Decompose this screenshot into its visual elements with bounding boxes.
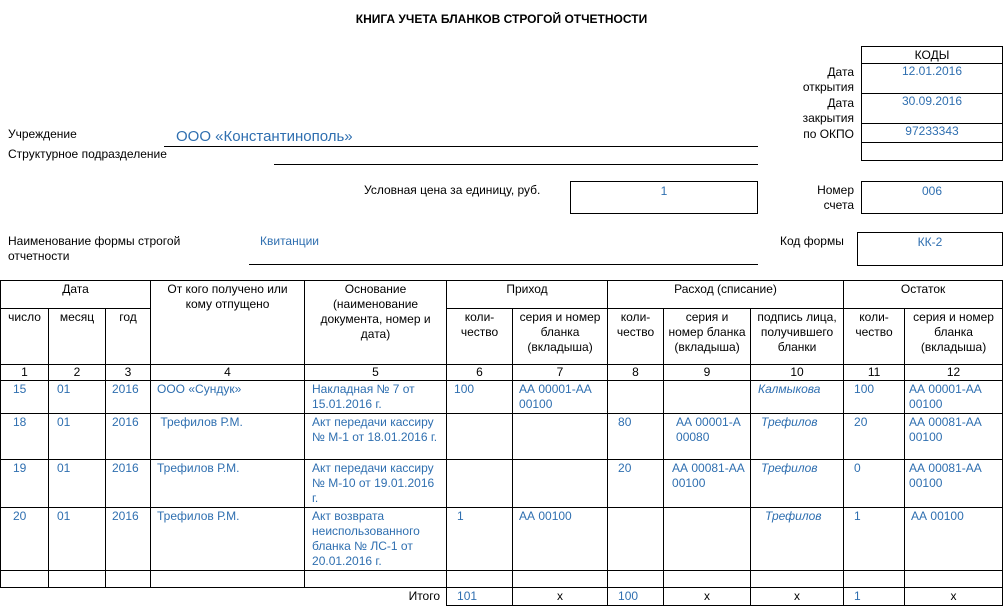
cell-bal-series: АА 00100	[905, 508, 1003, 571]
codes-empty-row	[862, 143, 1003, 161]
empty-cell	[751, 571, 844, 588]
empty-cell	[844, 571, 905, 588]
cell-in-series	[513, 460, 608, 508]
total-in-qty: 101	[447, 588, 513, 606]
open-date-label-2: открытия	[802, 80, 854, 94]
cell-year: 2016	[106, 508, 151, 571]
cell-basis: Акт передачи кассиру № М-10 от 19.01.2016 г.	[305, 460, 447, 508]
org-value: ООО «Константинополь»	[176, 128, 353, 145]
cell-bal-qty: 1	[844, 508, 905, 571]
total-bal-series: х	[905, 588, 1003, 606]
cell-signature: Трефилов	[751, 460, 844, 508]
cell-day: 18	[1, 414, 49, 460]
col-number: 3	[106, 365, 151, 381]
cell-bal-qty: 100	[844, 381, 905, 414]
col-number: 11	[844, 365, 905, 381]
header-from: От кого получено или кому отпущено	[151, 281, 305, 365]
cell-in-qty: 100	[447, 381, 513, 414]
total-out-qty: 100	[608, 588, 664, 606]
cell-signature: Трефилов	[751, 414, 844, 460]
dept-underline	[274, 164, 758, 165]
close-date-value: 30.09.2016	[862, 94, 1003, 124]
empty-cell	[106, 571, 151, 588]
cell-signature: Трефилов	[751, 508, 844, 571]
total-signature: х	[751, 588, 844, 606]
table-row	[1, 414, 1003, 460]
col-number: 8	[608, 365, 664, 381]
cell-day: 15	[1, 381, 49, 414]
cell-out-series: АА 00001-А 00080	[664, 414, 751, 460]
cell-in-qty: 1	[447, 508, 513, 571]
header-income: Приход	[447, 281, 608, 309]
cell-out-qty: 80	[608, 414, 664, 460]
cell-month: 01	[49, 508, 106, 571]
account-label-1: Номер	[817, 183, 854, 197]
empty-cell	[608, 571, 664, 588]
cell-bal-series: АА 00081-АА 00100	[905, 460, 1003, 508]
cell-day: 20	[1, 508, 49, 571]
col-number: 7	[513, 365, 608, 381]
cell-month: 01	[49, 414, 106, 460]
cell-from: Трефилов Р.М.	[151, 414, 305, 460]
price-label: Условная цена за единицу, руб.	[364, 183, 541, 197]
empty-cell	[1, 571, 49, 588]
empty-cell	[305, 571, 447, 588]
cell-in-series: АА 00100	[513, 508, 608, 571]
cell-day: 19	[1, 460, 49, 508]
header-date: Дата	[1, 281, 151, 309]
okpo-value: 97233343	[862, 124, 1003, 143]
cell-bal-qty: 20	[844, 414, 905, 460]
table-row	[1, 508, 1003, 571]
form-label-1: Наименование формы строгой	[8, 234, 181, 248]
dept-label: Структурное подразделение	[8, 147, 167, 161]
cell-basis: Накладная № 7 от 15.01.2016 г.	[305, 381, 447, 414]
total-label: Итого	[1, 588, 447, 606]
cell-from: Трефилов Р.М.	[151, 460, 305, 508]
cell-bal-series: АА 00001-АА 00100	[905, 381, 1003, 414]
header-bal-series: серия и номер бланка (вкладыша)	[905, 309, 1003, 365]
total-in-series: х	[513, 588, 608, 606]
col-number: 6	[447, 365, 513, 381]
header-year: год	[106, 309, 151, 365]
cell-out-qty: 20	[608, 460, 664, 508]
form-underline	[249, 264, 758, 265]
header-in-qty: коли-чество	[447, 309, 513, 365]
cell-basis: Акт возврата неиспользованного бланка № ЛС-1 от 20.01.2016 г.	[305, 508, 447, 571]
cell-from: Трефилов Р.М.	[151, 508, 305, 571]
col-number: 5	[305, 365, 447, 381]
cell-in-qty	[447, 460, 513, 508]
cell-from: ООО «Сундук»	[151, 381, 305, 414]
table-row-empty	[1, 571, 1003, 588]
empty-cell	[49, 571, 106, 588]
price-value: 1	[570, 181, 758, 214]
open-date-value: 12.01.2016	[862, 64, 1003, 94]
cell-basis: Акт передачи кассиру № М-1 от 18.01.2016 г.	[305, 414, 447, 460]
empty-cell	[513, 571, 608, 588]
form-code-value: КК-2	[857, 232, 1003, 266]
org-underline	[164, 146, 758, 147]
cell-signature: Калмыкова	[751, 381, 844, 414]
table-row	[1, 460, 1003, 508]
total-bal-qty: 1	[844, 588, 905, 606]
cell-year: 2016	[106, 460, 151, 508]
okpo-label: по ОКПО	[803, 127, 854, 141]
form-value: Квитанции	[260, 234, 320, 248]
cell-bal-qty: 0	[844, 460, 905, 508]
cell-bal-series: АА 00081-АА 00100	[905, 414, 1003, 460]
col-number: 2	[49, 365, 106, 381]
empty-cell	[151, 571, 305, 588]
cell-out-series	[664, 508, 751, 571]
header-day: число	[1, 309, 49, 365]
cell-year: 2016	[106, 381, 151, 414]
empty-cell	[664, 571, 751, 588]
cell-out-series	[664, 381, 751, 414]
form-label-2: отчетности	[8, 249, 70, 263]
cell-year: 2016	[106, 414, 151, 460]
cell-in-series	[513, 414, 608, 460]
cell-in-qty	[447, 414, 513, 460]
close-date-label-1: Дата	[827, 96, 854, 110]
page-title: КНИГА УЧЕТА БЛАНКОВ СТРОГОЙ ОТЧЕТНОСТИ	[355, 12, 648, 26]
cell-out-series: АА 00081-АА 00100	[664, 460, 751, 508]
account-value: 006	[861, 181, 1003, 214]
header-bal-qty: коли-чество	[844, 309, 905, 365]
codes-table	[861, 46, 1003, 161]
org-label: Учреждение	[8, 127, 77, 141]
cell-in-series: АА 00001-АА 00100	[513, 381, 608, 414]
empty-cell	[905, 571, 1003, 588]
total-out-series: х	[664, 588, 751, 606]
header-expense: Расход (списание)	[608, 281, 844, 309]
cell-month: 01	[49, 381, 106, 414]
col-number: 10	[751, 365, 844, 381]
header-balance: Остаток	[844, 281, 1003, 309]
cell-out-qty	[608, 508, 664, 571]
col-number: 1	[1, 365, 49, 381]
header-signature: подпись лица, получившего бланки	[751, 309, 844, 365]
close-date-label-2: закрытия	[802, 111, 854, 125]
col-number: 9	[664, 365, 751, 381]
total-row	[1, 588, 1003, 606]
header-month: месяц	[49, 309, 106, 365]
header-in-series: серия и номер бланка (вкладыша)	[513, 309, 608, 365]
col-number: 12	[905, 365, 1003, 381]
table-row	[1, 381, 1003, 414]
col-number: 4	[151, 365, 305, 381]
cell-out-qty	[608, 381, 664, 414]
empty-cell	[447, 571, 513, 588]
header-basis: Основание (наименование документа, номер и дата)	[305, 281, 447, 365]
register-table	[0, 280, 1003, 606]
form-code-label: Код формы	[780, 234, 844, 248]
open-date-label-1: Дата	[827, 65, 854, 79]
header-out-series: серия и номер бланка (вкладыша)	[664, 309, 751, 365]
codes-header: КОДЫ	[862, 47, 1003, 64]
header-out-qty: коли-чество	[608, 309, 664, 365]
cell-month: 01	[49, 460, 106, 508]
account-label-2: счета	[823, 198, 854, 212]
